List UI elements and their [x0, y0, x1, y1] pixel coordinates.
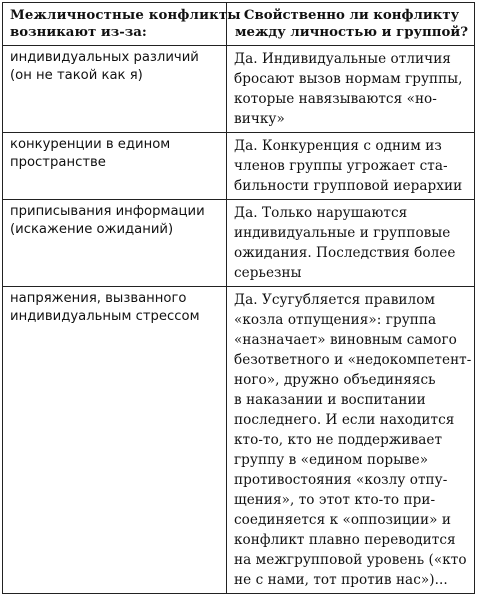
header-cause-line: Межличностные конфликты: [10, 8, 241, 23]
answer-line: противостояния «козлу отпу-: [234, 472, 448, 488]
answer-line: которые навязываются «но-: [234, 91, 437, 107]
answer-line: группу в «едином порыве»: [234, 452, 429, 468]
answer-line: Да. Только нарушаются: [234, 205, 408, 221]
answer-line: бильности групповой иерархии: [234, 178, 463, 194]
cause-line: пространстве: [10, 155, 106, 170]
table-row: [3, 133, 475, 200]
answer-line: «назначает» виновным самого: [234, 332, 457, 348]
header-cause: [3, 3, 241, 46]
cause-cell: [3, 133, 227, 200]
answer-line: ного», дружно объединяясь: [234, 372, 436, 388]
header-answer-line: Свойственно ли конфликту: [243, 8, 460, 23]
answer-line: вичку»: [234, 111, 285, 127]
answer-line: серьезны: [234, 265, 302, 281]
answer-line: бросают вызов нормам группы,: [234, 71, 463, 87]
cause-line: (искажение ожиданий): [10, 222, 174, 237]
answer-line: индивидуальные и групповые: [234, 225, 451, 241]
answer-line: «козла отпущения»: группа: [234, 312, 437, 328]
cause-line: конкуренции в едином: [10, 137, 171, 152]
answer-cell: [227, 200, 475, 287]
answer-cell: [227, 287, 475, 594]
table-body: [3, 46, 475, 594]
answer-cell: [227, 46, 475, 133]
cause-cell: [3, 200, 227, 287]
table-row: [3, 46, 475, 133]
cause-line: напряжения, вызванного: [10, 291, 187, 306]
answer-line: соединяется к «оппозиции» и: [234, 512, 451, 528]
cause-line: индивидуальным стрессом: [10, 309, 200, 324]
answer-line: Да. Конкуренция с одним из: [234, 138, 442, 154]
answer-line: конфликт плавно переводится: [234, 532, 456, 548]
cause-cell: [3, 287, 227, 594]
answer-line: ожидания. Последствия более: [234, 245, 456, 261]
cause-line: приписывания информации: [10, 204, 205, 219]
answer-line: последнего. И если находится: [234, 412, 455, 428]
answer-line: Да. Индивидуальные отличия: [234, 51, 451, 67]
header-cause-line: возникают из-за:: [10, 25, 147, 40]
answer-line: в наказании и воспитании: [234, 392, 426, 408]
cause-line: индивидуальных различий: [10, 50, 199, 65]
answer-line: членов группы угрожает ста-: [234, 158, 448, 174]
header-answer: [227, 3, 475, 46]
table-row: [3, 200, 475, 287]
answer-cell: [227, 133, 475, 200]
answer-line: Да. Усугубляется правилом: [234, 292, 436, 308]
header-answer-line: между личностью и группой?: [234, 25, 469, 40]
answer-line: не с нами, тот против нас»)...: [234, 572, 448, 588]
answer-line: на межгрупповой уровень («кто: [234, 552, 467, 568]
answer-line: кто-то, кто не поддерживает: [234, 432, 443, 448]
cause-line: (он не такой как я): [10, 68, 143, 83]
conflict-table: [2, 2, 475, 594]
cause-cell: [3, 46, 227, 133]
header-row: [3, 3, 475, 46]
answer-line: безответного и «недокомпетент-: [234, 352, 472, 368]
table-row: [3, 287, 475, 594]
answer-line: щения», то этот кто-то при-: [234, 492, 436, 508]
